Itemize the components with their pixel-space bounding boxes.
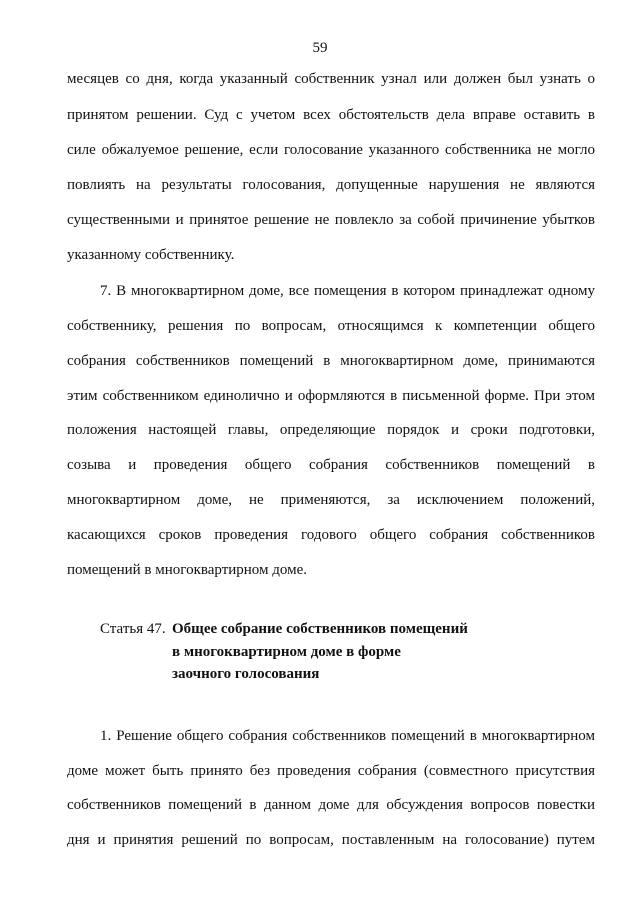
paragraph-line: созыва и проведения общего собрания собственников помещений в — [67, 457, 595, 473]
paragraph-line: силе обжалуемое решение, если голосование указанного собственника не могло — [67, 142, 595, 158]
article-label: Статья 47. — [100, 621, 166, 637]
paragraph-line: собственнику, решения по вопросам, относящимся к компетенции общего — [67, 318, 595, 334]
article-title-line: в многоквартирном доме в форме — [172, 644, 401, 660]
paragraph-line: существенными и принятое решение не повлекло за собой причинение убытков — [67, 212, 595, 228]
paragraph-line: дня и принятия решений по вопросам, поставленным на голосование) путем — [67, 832, 595, 848]
article-title-line: заочного голосования — [172, 666, 320, 682]
paragraph-line: помещений в многоквартирном доме. — [67, 562, 308, 578]
page-number: 59 — [312, 40, 328, 56]
article-title-line: Общее собрание собственников помещений — [172, 621, 468, 637]
paragraph-line: указанному собственнику. — [67, 247, 235, 263]
paragraph-line: повлиять на результаты голосования, допущенные нарушения не являются — [67, 177, 595, 193]
paragraph-line: доме может быть принято без проведения собрания (совместного присутствия — [67, 763, 595, 779]
paragraph-line: месяцев со дня, когда указанный собственник узнал или должен был узнать о — [67, 71, 595, 87]
paragraph-line: касающихся сроков проведения годового общего собрания собственников — [67, 527, 595, 543]
paragraph-line: этим собственником единолично и оформляются в письменной форме. При этом — [67, 388, 595, 404]
paragraph-line: 1. Решение общего собрания собственников помещений в многоквартирном — [100, 728, 595, 744]
paragraph-line: положения настоящей главы, определяющие порядок и сроки подготовки, — [67, 422, 595, 438]
paragraph-line: собственников помещений в данном доме для обсуждения вопросов повестки — [67, 797, 595, 813]
paragraph-line: 7. В многоквартирном доме, все помещения в котором принадлежат одному — [100, 283, 595, 299]
paragraph-line: собрания собственников помещений в многоквартирном доме, принимаются — [67, 353, 595, 369]
paragraph-line: многоквартирном доме, не применяются, за исключением положений, — [67, 492, 595, 508]
paragraph-line: принятом решении. Суд с учетом всех обстоятельств дела вправе оставить в — [67, 107, 595, 123]
